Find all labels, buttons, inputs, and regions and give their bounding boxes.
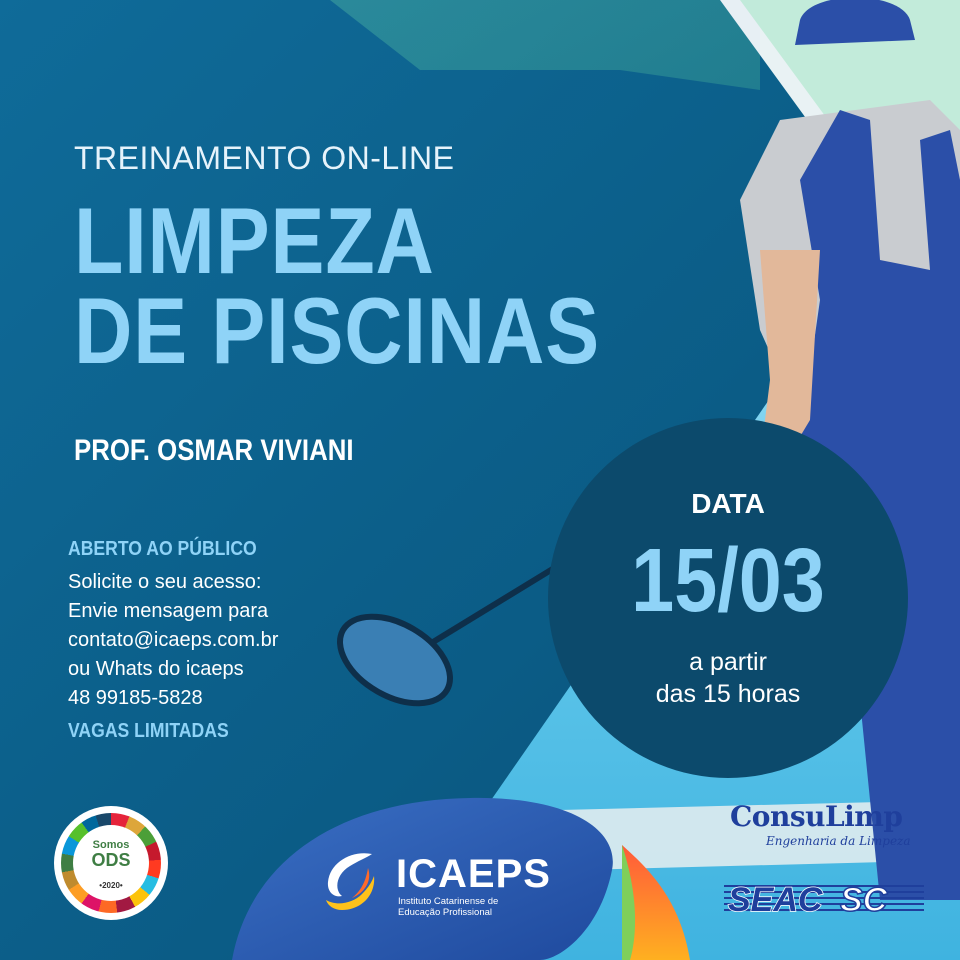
seac-text: SEAC <box>728 881 823 918</box>
access-line: Solicite o seu acesso: <box>68 571 262 593</box>
contact-email: contato@icaeps.com.br <box>68 629 279 651</box>
sc-text: SC <box>840 881 888 918</box>
icaeps-subtitle-line1: Instituto Catarinense de <box>398 896 499 907</box>
instructor-name: PROF. OSMAR VIVIANI <box>74 434 354 467</box>
consulimp-logo <box>724 796 914 856</box>
ods-year-text: •2020• <box>99 881 123 890</box>
access-instructions <box>68 568 278 713</box>
ods-badge-logo <box>54 806 168 920</box>
date-label: DATA <box>691 488 765 519</box>
course-title-line1: LIMPEZA <box>74 188 435 293</box>
ods-somos-text: Somos <box>92 839 130 851</box>
icaeps-subtitle <box>398 896 498 918</box>
event-time-line1: a partir <box>689 648 767 676</box>
event-time-line2: das 15 horas <box>655 680 801 708</box>
event-date: 15/03 <box>631 531 825 631</box>
consulimp-name: ConsuLimp <box>730 800 903 833</box>
ods-main-text: ODS <box>91 850 131 870</box>
access-line: Envie mensagem para <box>68 600 269 622</box>
icaeps-subtitle-line2: Educação Profissional <box>398 907 492 918</box>
icaeps-swirl-icon <box>322 846 378 916</box>
limited-spots-label: VAGAS LIMITADAS <box>68 720 229 742</box>
consulimp-tagline: Engenharia da Limpeza <box>766 834 911 848</box>
course-title <box>74 188 601 383</box>
access-line: ou Whats do icaeps <box>68 658 244 680</box>
contact-phone: 48 99185-5828 <box>68 687 203 709</box>
event-time <box>548 646 908 710</box>
seac-sc-logo <box>724 878 924 918</box>
training-type: TREINAMENTO ON-LINE <box>74 140 455 176</box>
date-badge <box>548 418 908 778</box>
course-title-line2: DE PISCINAS <box>74 278 601 383</box>
icaeps-logo-text: ICAEPS <box>396 852 551 896</box>
open-to-public-label: ABERTO AO PÚBLICO <box>68 538 257 560</box>
